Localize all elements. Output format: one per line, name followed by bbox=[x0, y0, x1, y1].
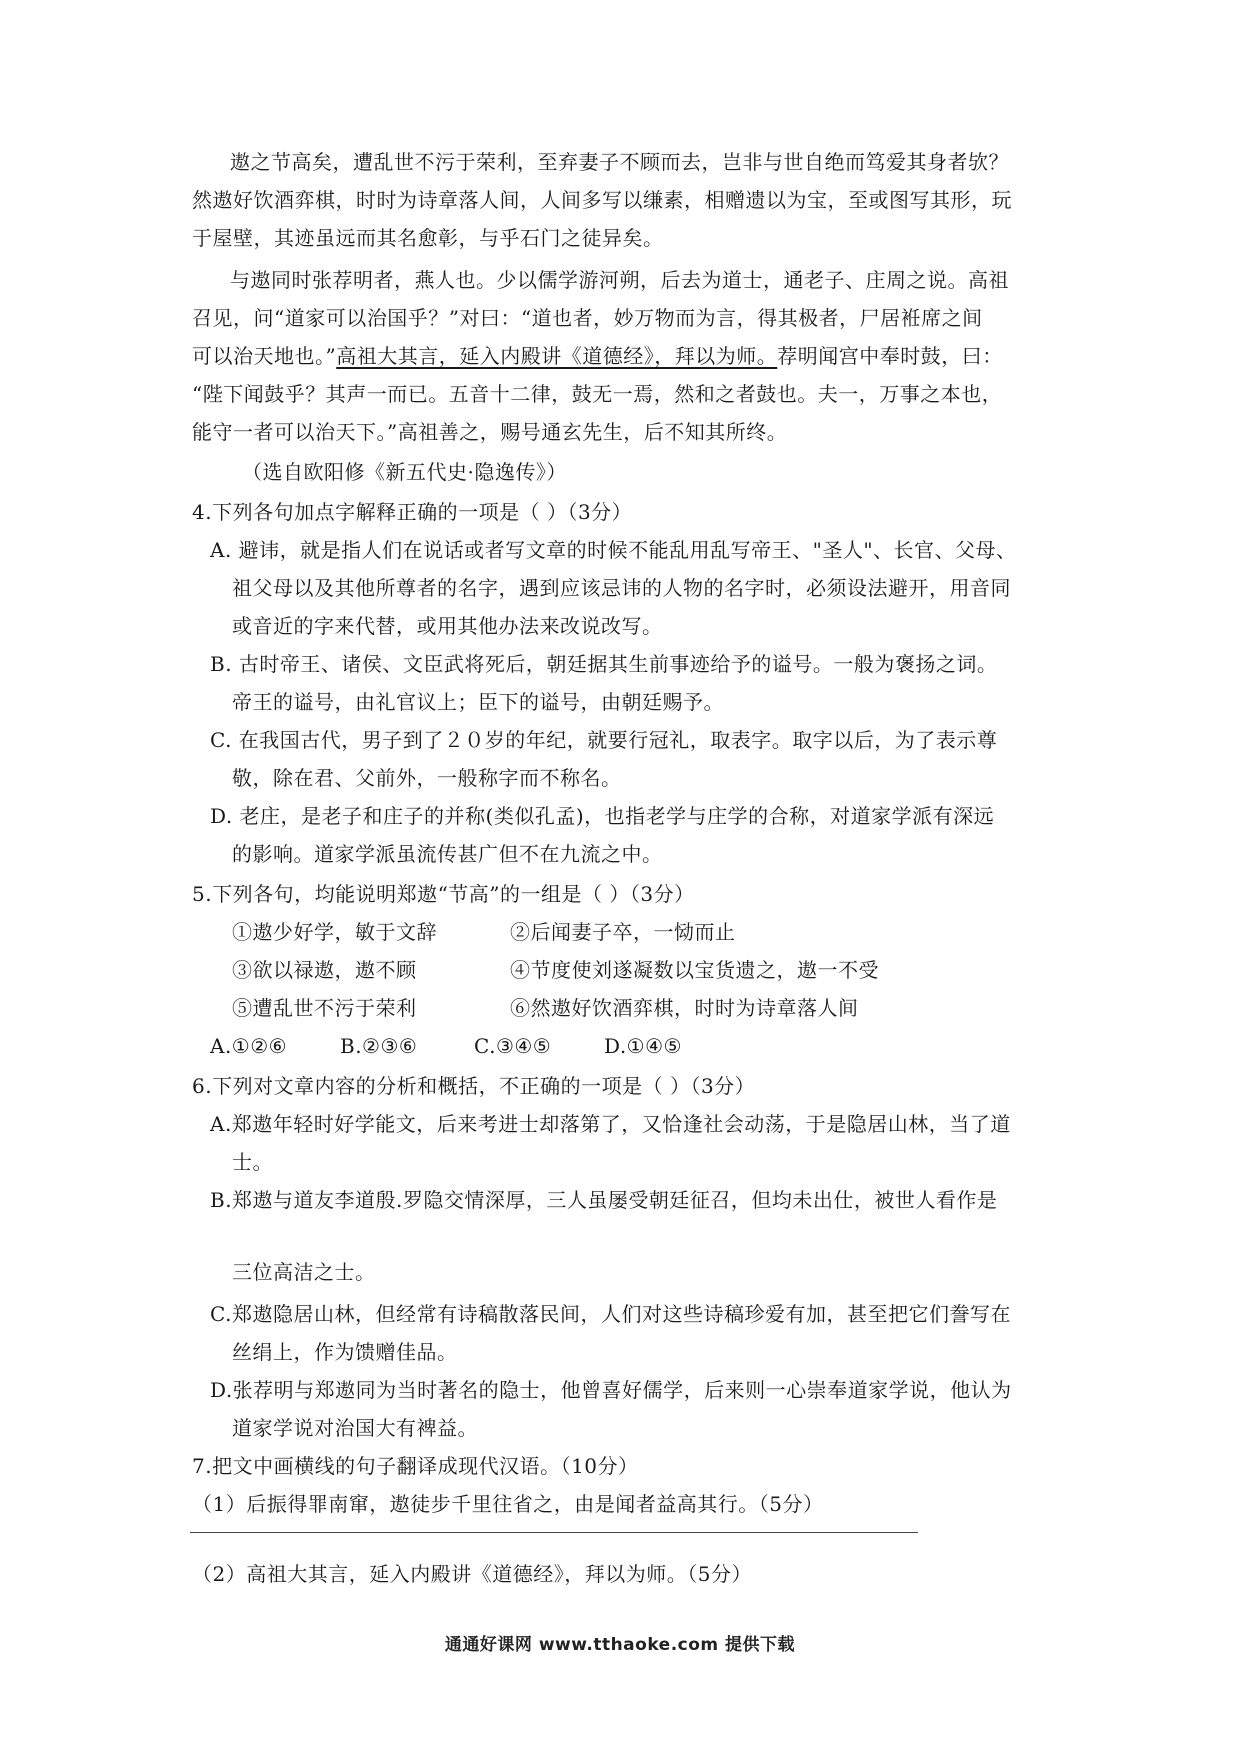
underlined-sentence: 高祖大其言，延入内殿讲《道德经》，拜以为师。 bbox=[336, 344, 778, 368]
q4-option-c: C. 在我国古代，男子到了２０岁的年纪，就要行冠礼，取表字。取字以后，为了表示尊 bbox=[210, 728, 998, 752]
passage-line bbox=[192, 342, 1003, 370]
q5-choice: B.②③⑥ bbox=[340, 1034, 418, 1058]
question-4-stem: 4.下列各句加点字解释正确的一项是（ ）（3分） bbox=[192, 500, 633, 524]
q6-option-b: 三位高洁之士。 bbox=[232, 1260, 376, 1284]
question-5-stem: 5.下列各句，均能说明郑遨“节高”的一组是（ ）（3分） bbox=[192, 882, 695, 906]
q6-option-b: B.郑遨与道友李道殷.罗隐交情深厚，三人虽屡受朝廷征召，但均未出仕，被世人看作是 bbox=[210, 1188, 998, 1212]
passage-line: 与遨同时张荐明者，燕人也。少以儒学游河朔，后去为道士，通老子、庄周之说。高祖 bbox=[230, 268, 1009, 292]
q4-option-d: 的影响。道家学派虽流传甚广但不在九流之中。 bbox=[232, 842, 663, 866]
q5-item: ⑤遭乱世不污于荣利 bbox=[232, 996, 417, 1020]
passage-line: 能守一者可以治天下。”高祖善之，赐号通玄先生，后不知其所终。 bbox=[192, 420, 788, 444]
q5-choice: C.③④⑤ bbox=[474, 1034, 552, 1058]
passage-line: 召见，问“道家可以治国乎？”对曰：“道也者，妙万物而为言，得其极者，尸居袵席之间 bbox=[192, 306, 983, 330]
passage-line: 然遨好饮酒弈棋，时时为诗章落人间，人间多写以缣素，相赠遗以为宝，至或图写其形，玩 bbox=[192, 188, 1012, 212]
q6-option-d: D.张荐明与郑遨同为当时著名的隐士，他曾喜好儒学，后来则一心崇奉道家学说，他认为 bbox=[210, 1378, 1012, 1402]
q4-option-b: 帝王的谥号，由礼官议上；臣下的谥号，由朝廷赐予。 bbox=[232, 690, 724, 714]
passage-line: “陛下闻鼓乎？其声一而已。五音十二律，鼓无一焉，然和之者鼓也。夫一，万事之本也， bbox=[192, 382, 1003, 406]
q4-option-a: 祖父母以及其他所尊者的名字，遇到应该忌讳的人物的名字时，必须设法避开，用音同 bbox=[232, 576, 1011, 600]
q5-item: ⑥然遨好饮酒弈棋，时时为诗章落人间 bbox=[510, 996, 859, 1020]
q6-option-c: 丝绢上，作为馈赠佳品。 bbox=[232, 1340, 458, 1364]
q4-option-d: D. 老庄，是老子和庄子的并称(类似孔孟)，也指老学与庄学的合称，对道家学派有深远 bbox=[210, 804, 995, 828]
passage-source: （选自欧阳修《新五代史·隐逸传》） bbox=[242, 460, 567, 484]
q5-item: ③欲以禄遨，遨不顾 bbox=[232, 958, 417, 982]
q5-item: ①遨少好学，敏于文辞 bbox=[232, 920, 437, 944]
question-6-stem: 6.下列对文章内容的分析和概括，不正确的一项是（ ）（3分） bbox=[192, 1074, 756, 1098]
passage-text: 可以治天地也。” bbox=[192, 344, 337, 368]
q5-choice: D.①④⑤ bbox=[604, 1034, 682, 1058]
passage-line: 于屋壁，其迹虽远而其名愈彰，与乎石门之徒异矣。 bbox=[192, 226, 664, 250]
q5-choice: A.①②⑥ bbox=[210, 1034, 288, 1058]
q6-option-c: C.郑遨隐居山林，但经常有诗稿散落民间，人们对这些诗稿珍爱有加，甚至把它们誊写在 bbox=[210, 1302, 1011, 1326]
question-7-stem: 7.把文中画横线的句子翻译成现代汉语。（10分） bbox=[192, 1454, 639, 1478]
footer-watermark: 通通好课网 www.tthaoke.com 提供下载 bbox=[444, 1635, 796, 1655]
q7-sentence-1: （1）后振得罪南窜，遨徒步千里往省之，由是闻者益高其行。（5分） bbox=[192, 1492, 824, 1516]
q6-option-a: A.郑遨年轻时好学能文，后来考进士却落第了，又恰逢社会动荡，于是隐居山林，当了道 bbox=[210, 1112, 1011, 1136]
q4-option-c: 敬，除在君、父前外，一般称字而不称名。 bbox=[232, 766, 622, 790]
q7-sentence-2: （2）高祖大其言，延入内殿讲《道德经》，拜以为师。（5分） bbox=[192, 1562, 752, 1586]
passage-text: 荐明闻宫中奉时鼓，曰： bbox=[777, 344, 1003, 368]
passage-line: 遨之节高矣，遭乱世不污于荣利，至弃妻子不顾而去，岂非与世自绝而笃爱其身者欤？ bbox=[230, 150, 1009, 174]
q6-option-a: 士。 bbox=[232, 1150, 273, 1174]
q5-item: ②后闻妻子卒，一恸而止 bbox=[510, 920, 736, 944]
q4-option-b: B. 古时帝王、诸侯、文臣武将死后，朝廷据其生前事迹给予的谥号。一般为褒扬之词。 bbox=[210, 652, 998, 676]
q6-option-d: 道家学说对治国大有裨益。 bbox=[232, 1416, 478, 1440]
q4-option-a: A. 避讳，就是指人们在说话或者写文章的时候不能乱用乱写帝王、"圣人"、长官、父母、 bbox=[210, 538, 1017, 562]
q5-item: ④节度使刘遂凝数以宝货遗之，遨一不受 bbox=[510, 958, 879, 982]
q4-option-a: 或音近的字来代替，或用其他办法来改说改写。 bbox=[232, 614, 663, 638]
answer-line bbox=[190, 1532, 918, 1533]
